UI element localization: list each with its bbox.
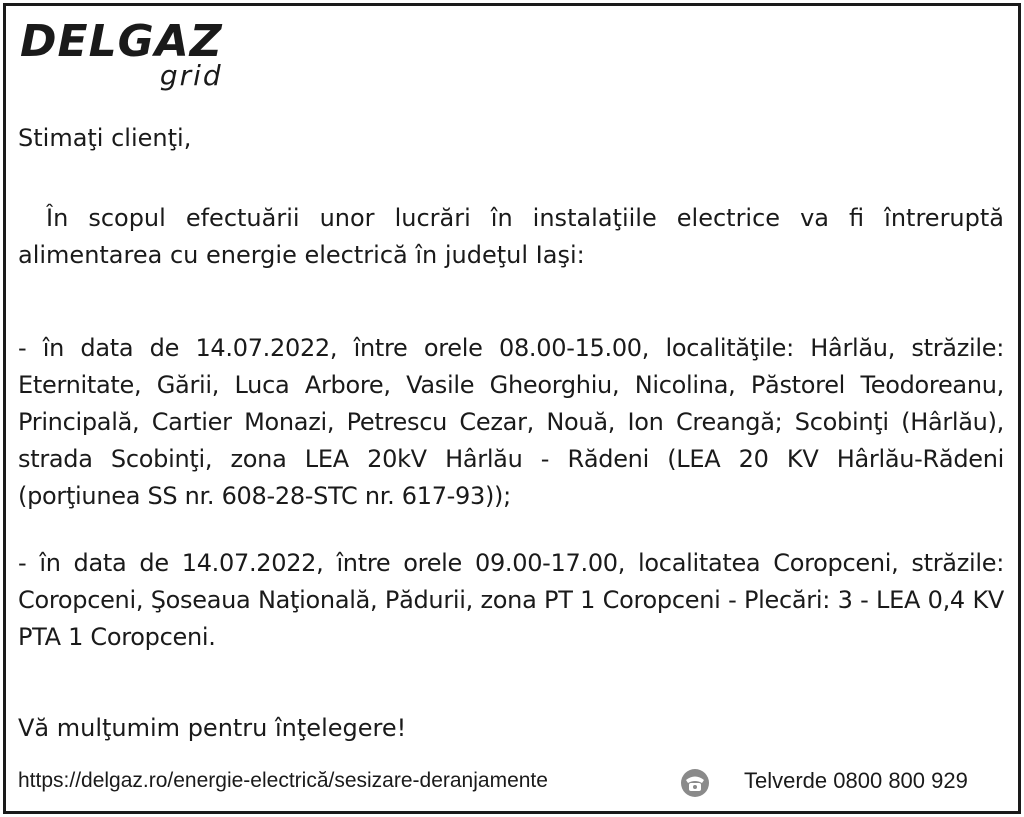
telephone-icon <box>680 768 710 798</box>
outage-item-2: - în data de 14.07.2022, între orele 09.00-17.00, localitatea Coropceni, străzile: Coropceni, Şoseaua Naţională, Pădurii, zona PT 1 Coropceni - Plecări: 3 - LEA 0,4 KV PTA 1 Coropceni. <box>18 549 1004 651</box>
greeting: Stimaţi clienţi, <box>18 124 192 152</box>
footer-url-link[interactable]: https://delgaz.ro/energie-electrică/sesizare-deranjamente <box>18 769 548 792</box>
logo-main-text: DELGAZ <box>20 16 223 67</box>
telverde-phone: Telverde 0800 800 929 <box>744 768 968 793</box>
intro-paragraph: În scopul efectuării unor lucrări în instalaţiile electrice va fi întreruptă alimentarea cu energie electrică în judeţul Iaşi: <box>18 204 1004 269</box>
thanks-line: Vă mulţumim pentru înţelegere! <box>18 714 407 742</box>
outage-item-1: - în data de 14.07.2022, între orele 08.00-15.00, localităţile: Hârlău, străzile: Eternitate, Gării, Luca Arbore, Vasile Gheorghiu, Nicolina, Păstorel Teodoreanu, Principală, Cartier Monazi, Petrescu Cezar, Nouă, Ion Creangă; Scobinţi (Hârlău), strada Scobinţi, zona LEA 20kV Hârlău - Rădeni (LEA 20 KV Hârlău-Rădeni (porţiunea SS nr. 608-28-STC nr. 617-93)); <box>18 334 1004 510</box>
delgaz-grid-logo <box>20 18 223 90</box>
logo-sub-text: grid <box>159 59 223 92</box>
